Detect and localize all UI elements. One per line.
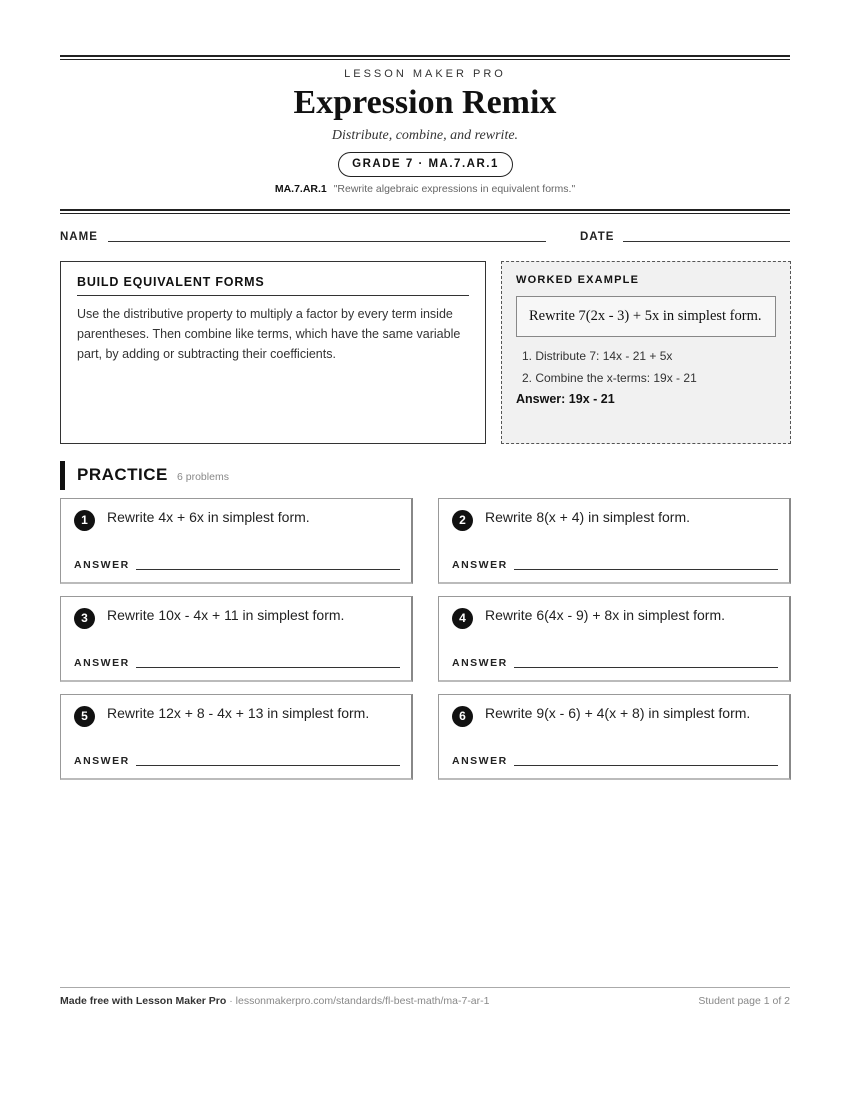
worked-example-problem: Rewrite 7(2x - 3) + 5x in simplest form. xyxy=(516,296,776,337)
header-bottom-rule xyxy=(60,209,790,214)
name-field[interactable] xyxy=(108,241,546,242)
date-field[interactable] xyxy=(623,241,790,242)
grade-badge: GRADE 7 · MA.7.AR.1 xyxy=(338,152,513,177)
answer-field[interactable] xyxy=(514,667,778,668)
problem-card xyxy=(438,694,791,780)
answer-field[interactable] xyxy=(136,765,400,766)
answer-label: ANSWER xyxy=(452,755,508,767)
problem-number: 4 xyxy=(452,608,473,629)
worked-example-box xyxy=(501,261,791,444)
answer-field[interactable] xyxy=(514,765,778,766)
standard-code: MA.7.AR.1 xyxy=(274,183,327,195)
worked-example-steps xyxy=(516,345,776,389)
problem-prompt: Rewrite 10x - 4x + 11 in simplest form. xyxy=(107,607,345,623)
worksheet-title: Expression Remix xyxy=(293,84,557,121)
problem-number: 3 xyxy=(74,608,95,629)
problem-prompt: Rewrite 8(x + 4) in simplest form. xyxy=(485,509,690,525)
answer-label: ANSWER xyxy=(452,559,508,571)
answer-field[interactable] xyxy=(136,569,400,570)
name-label: NAME xyxy=(60,231,98,243)
header-top-rule xyxy=(60,55,790,60)
worked-example-step: 2. Combine the x-terms: 19x - 21 xyxy=(522,371,697,385)
problem-prompt: Rewrite 4x + 6x in simplest form. xyxy=(107,509,310,525)
problem-prompt: Rewrite 12x + 8 - 4x + 13 in simplest form. xyxy=(107,705,370,721)
date-label: DATE xyxy=(580,231,615,243)
problem-card xyxy=(60,498,413,584)
footer-url[interactable]: · lessonmakerpro.com/standards/fl-best-math/ma-7-ar-1 xyxy=(226,995,490,1007)
worked-example-step: 1. Distribute 7: 14x - 21 + 5x xyxy=(522,349,673,363)
footer-credit xyxy=(60,995,489,1007)
problem-number: 1 xyxy=(74,510,95,531)
answer-field[interactable] xyxy=(136,667,400,668)
concept-body: Use the distributive property to multiply a factor by every term inside parentheses. Then combine like terms, which have the same variable part, by adding or subtracting their coefficients. xyxy=(77,307,461,361)
problem-card xyxy=(60,596,413,682)
problem-card xyxy=(60,694,413,780)
footer-rule xyxy=(60,987,790,988)
problem-number: 6 xyxy=(452,706,473,727)
answer-field[interactable] xyxy=(514,569,778,570)
problem-number: 2 xyxy=(452,510,473,531)
problem-card xyxy=(438,596,791,682)
problem-prompt: Rewrite 6(4x - 9) + 8x in simplest form. xyxy=(485,607,726,623)
problem-prompt: Rewrite 9(x - 6) + 4(x + 8) in simplest form. xyxy=(485,705,751,721)
standard-description: "Rewrite algebraic expressions in equivalent forms." xyxy=(333,183,576,195)
worked-example-heading: WORKED EXAMPLE xyxy=(516,274,640,286)
concept-box xyxy=(60,261,486,444)
practice-count: 6 problems xyxy=(177,471,229,483)
problem-card xyxy=(438,498,791,584)
concept-heading: BUILD EQUIVALENT FORMS xyxy=(77,275,469,296)
practice-accent-bar xyxy=(60,461,65,490)
answer-label: ANSWER xyxy=(452,657,508,669)
answer-label: ANSWER xyxy=(74,755,130,767)
answer-label: ANSWER xyxy=(74,559,130,571)
brand-name: LESSON MAKER PRO xyxy=(344,68,506,80)
standard-reference xyxy=(0,183,850,195)
problem-number: 5 xyxy=(74,706,95,727)
answer-label: ANSWER xyxy=(74,657,130,669)
worksheet-subtitle: Distribute, combine, and rewrite. xyxy=(331,128,519,143)
worked-example-answer: Answer: 19x - 21 xyxy=(516,392,615,406)
footer-made-with: Made free with Lesson Maker Pro xyxy=(60,995,227,1007)
practice-heading: PRACTICE xyxy=(77,465,168,484)
footer-page-number: Student page 1 of 2 xyxy=(698,995,790,1007)
